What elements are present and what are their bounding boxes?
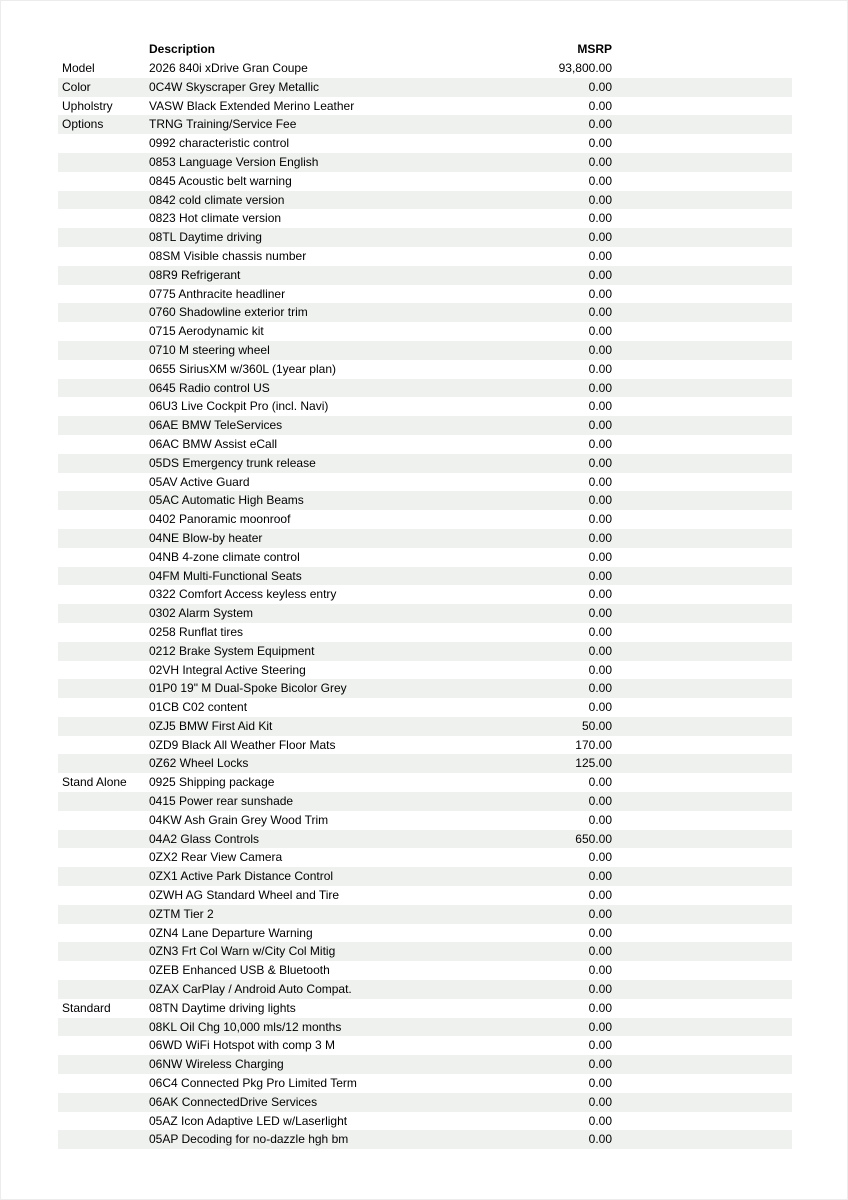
- table-row: [58, 867, 792, 886]
- msrp-cell: 0.00: [588, 944, 612, 959]
- description-cell: 04FM Multi-Functional Seats: [149, 568, 302, 583]
- table-row: [58, 416, 792, 435]
- table-row: [58, 754, 792, 773]
- description-cell: 0823 Hot climate version: [149, 211, 282, 226]
- table-row: [58, 999, 792, 1018]
- table-row: [58, 228, 792, 247]
- description-cell: 06AC BMW Assist eCall: [149, 436, 278, 451]
- msrp-cell: 0.00: [588, 888, 612, 903]
- description-cell: 0415 Power rear sunshade: [149, 794, 294, 809]
- description-cell: 06AK ConnectedDrive Services: [149, 1094, 318, 1109]
- table-row: [58, 886, 792, 905]
- msrp-cell: 0.00: [588, 1057, 612, 1072]
- msrp-cell: 0.00: [588, 624, 612, 639]
- msrp-cell: 0.00: [588, 455, 612, 470]
- table-row: [58, 585, 792, 604]
- table-row: [58, 285, 792, 304]
- description-cell: 05AC Automatic High Beams: [149, 493, 304, 508]
- table-row: [58, 1112, 792, 1131]
- description-cell: 0ZJ5 BMW First Aid Kit: [149, 718, 273, 733]
- msrp-cell: 0.00: [588, 775, 612, 790]
- msrp-cell: 0.00: [588, 173, 612, 188]
- table-row: [58, 1036, 792, 1055]
- description-cell: 01P0 19" M Dual-Spoke Bicolor Grey: [149, 681, 347, 696]
- table-row: [58, 961, 792, 980]
- description-cell: 0ZWH AG Standard Wheel and Tire: [149, 888, 340, 903]
- table-row: [58, 341, 792, 360]
- table-row: [58, 153, 792, 172]
- description-cell: 06WD WiFi Hotspot with comp 3 M: [149, 1038, 336, 1053]
- description-cell: 06AE BMW TeleServices: [149, 418, 283, 433]
- column-header-description: Description: [149, 42, 216, 57]
- description-cell: 08SM Visible chassis number: [149, 248, 307, 263]
- description-cell: TRNG Training/Service Fee: [149, 117, 297, 132]
- description-cell: 08TL Daytime driving: [149, 230, 262, 245]
- msrp-cell: 0.00: [588, 493, 612, 508]
- description-cell: 0992 characteristic control: [149, 136, 290, 151]
- category-cell: Model: [62, 61, 95, 75]
- description-cell: 0845 Acoustic belt warning: [149, 173, 292, 188]
- table-row: [58, 698, 792, 717]
- table-body: [58, 59, 792, 1149]
- description-cell: 0645 Radio control US: [149, 380, 270, 395]
- description-cell: 06C4 Connected Pkg Pro Limited Term: [149, 1076, 357, 1091]
- description-cell: 06U3 Live Cockpit Pro (incl. Navi): [149, 399, 329, 414]
- table-row: [58, 473, 792, 492]
- table-row: [58, 59, 792, 78]
- msrp-cell: 0.00: [588, 154, 612, 169]
- table-row: [58, 642, 792, 661]
- description-cell: 0ZAX CarPlay / Android Auto Compat.: [149, 982, 352, 997]
- table-row: [58, 97, 792, 116]
- table-row: [58, 548, 792, 567]
- msrp-cell: 0.00: [588, 568, 612, 583]
- table-row: [58, 491, 792, 510]
- description-cell: 0322 Comfort Access keyless entry: [149, 587, 337, 602]
- msrp-cell: 0.00: [588, 1019, 612, 1034]
- description-cell: 0302 Alarm System: [149, 606, 254, 621]
- msrp-cell: 125.00: [575, 756, 612, 771]
- table-row: [58, 924, 792, 943]
- table-row: [58, 717, 792, 736]
- table-row: [58, 811, 792, 830]
- msrp-cell: 0.00: [588, 248, 612, 263]
- msrp-cell: 0.00: [588, 549, 612, 564]
- msrp-cell: 0.00: [588, 286, 612, 301]
- msrp-cell: 0.00: [588, 1038, 612, 1053]
- msrp-cell: 0.00: [588, 700, 612, 715]
- table-row: [58, 303, 792, 322]
- msrp-cell: 0.00: [588, 267, 612, 282]
- msrp-cell: 50.00: [581, 718, 612, 733]
- msrp-cell: 0.00: [588, 211, 612, 226]
- description-cell: 0ZX1 Active Park Distance Control: [149, 869, 334, 884]
- msrp-cell: 0.00: [588, 79, 612, 94]
- msrp-cell: 0.00: [588, 1113, 612, 1128]
- description-cell: 0C4W Skyscraper Grey Metallic: [149, 79, 320, 94]
- description-cell: 0775 Anthracite headliner: [149, 286, 286, 301]
- table-row: [58, 209, 792, 228]
- msrp-cell: 0.00: [588, 681, 612, 696]
- msrp-cell: 0.00: [588, 643, 612, 658]
- category-cell: Color: [62, 79, 91, 94]
- description-cell: 0710 M steering wheel: [149, 342, 270, 357]
- table-row: [58, 792, 792, 811]
- table-row: [58, 322, 792, 341]
- category-cell: Stand Alone: [62, 775, 127, 790]
- description-cell: 0212 Brake System Equipment: [149, 643, 315, 658]
- description-cell: 0842 cold climate version: [149, 192, 285, 207]
- table-row: [58, 1055, 792, 1074]
- msrp-cell: 0.00: [588, 230, 612, 245]
- msrp-cell: 0.00: [588, 474, 612, 489]
- msrp-cell: 0.00: [588, 342, 612, 357]
- table-row: [58, 1093, 792, 1112]
- description-cell: 05DS Emergency trunk release: [149, 455, 316, 470]
- table-row: [58, 435, 792, 454]
- category-cell: Standard: [62, 1000, 111, 1015]
- msrp-cell: 0.00: [588, 380, 612, 395]
- description-cell: 2026 840i xDrive Gran Coupe: [149, 61, 308, 75]
- msrp-cell: 650.00: [575, 831, 612, 846]
- table-row: [58, 247, 792, 266]
- column-header-msrp: MSRP: [577, 42, 612, 57]
- msrp-cell: 0.00: [588, 606, 612, 621]
- table-row: [58, 736, 792, 755]
- msrp-cell: 0.00: [588, 982, 612, 997]
- table-row: [58, 529, 792, 548]
- table-row: [58, 830, 792, 849]
- description-cell: 0ZN3 Frt Col Warn w/City Col Mitig: [149, 944, 336, 959]
- description-cell: VASW Black Extended Merino Leather: [149, 98, 355, 113]
- table-row: [58, 661, 792, 680]
- msrp-cell: 0.00: [588, 324, 612, 339]
- table-row: [58, 905, 792, 924]
- description-cell: 04NB 4-zone climate control: [149, 549, 300, 564]
- table-row: [58, 78, 792, 97]
- table-row: [58, 397, 792, 416]
- table-row: [58, 510, 792, 529]
- table-row: [58, 604, 792, 623]
- msrp-cell: 0.00: [588, 1000, 612, 1015]
- pricing-table: [58, 40, 792, 1149]
- table-row: [58, 848, 792, 867]
- table-row: [58, 172, 792, 191]
- msrp-cell: 0.00: [588, 1132, 612, 1147]
- category-cell: Options: [62, 117, 104, 132]
- description-cell: 04A2 Glass Controls: [149, 831, 260, 846]
- table-row: [58, 1130, 792, 1149]
- msrp-cell: 0.00: [588, 869, 612, 884]
- table-row: [58, 623, 792, 642]
- description-cell: 05AZ Icon Adaptive LED w/Laserlight: [149, 1113, 348, 1128]
- msrp-cell: 170.00: [575, 737, 612, 752]
- msrp-cell: 0.00: [588, 192, 612, 207]
- table-row: [58, 1018, 792, 1037]
- msrp-cell: 0.00: [588, 136, 612, 151]
- msrp-cell: 0.00: [588, 1094, 612, 1109]
- description-cell: 0655 SiriusXM w/360L (1year plan): [149, 361, 336, 376]
- description-cell: 08TN Daytime driving lights: [149, 1000, 296, 1015]
- table-row: [58, 115, 792, 134]
- description-cell: 08KL Oil Chg 10,000 mls/12 months: [149, 1019, 342, 1034]
- description-cell: 0ZX2 Rear View Camera: [149, 850, 283, 865]
- msrp-cell: 0.00: [588, 906, 612, 921]
- msrp-cell: 0.00: [588, 1076, 612, 1091]
- table-row: [58, 379, 792, 398]
- msrp-cell: 0.00: [588, 305, 612, 320]
- msrp-cell: 0.00: [588, 399, 612, 414]
- table-row: [58, 454, 792, 473]
- description-cell: 0853 Language Version English: [149, 154, 319, 169]
- description-cell: 0ZD9 Black All Weather Floor Mats: [149, 737, 336, 752]
- msrp-cell: 0.00: [588, 963, 612, 978]
- msrp-cell: 0.00: [588, 512, 612, 527]
- table-row: [58, 1074, 792, 1093]
- msrp-cell: 0.00: [588, 530, 612, 545]
- description-cell: 0ZN4 Lane Departure Warning: [149, 925, 313, 940]
- msrp-cell: 0.00: [588, 850, 612, 865]
- table-row: [58, 773, 792, 792]
- description-cell: 0925 Shipping package: [149, 775, 275, 790]
- msrp-cell: 0.00: [588, 662, 612, 677]
- table-row: [58, 679, 792, 698]
- msrp-cell: 0.00: [588, 436, 612, 451]
- description-cell: 0258 Runflat tires: [149, 624, 244, 639]
- description-cell: 02VH Integral Active Steering: [149, 662, 306, 677]
- description-cell: 04NE Blow-by heater: [149, 530, 263, 545]
- msrp-cell: 0.00: [588, 418, 612, 433]
- table-row: [58, 942, 792, 961]
- msrp-cell: 93,800.00: [558, 61, 612, 75]
- category-cell: Upholstry: [62, 98, 113, 113]
- table-row: [58, 360, 792, 379]
- msrp-cell: 0.00: [588, 587, 612, 602]
- msrp-cell: 0.00: [588, 98, 612, 113]
- description-cell: 06NW Wireless Charging: [149, 1057, 284, 1072]
- description-cell: 0402 Panoramic moonroof: [149, 512, 291, 527]
- table-row: [58, 567, 792, 586]
- description-cell: 0Z62 Wheel Locks: [149, 756, 249, 771]
- table-row: [58, 134, 792, 153]
- description-cell: 04KW Ash Grain Grey Wood Trim: [149, 812, 329, 827]
- table-header-row: [58, 40, 792, 59]
- description-cell: 0715 Aerodynamic kit: [149, 324, 264, 339]
- description-cell: 05AP Decoding for no-dazzle hgh bm: [149, 1132, 349, 1147]
- description-cell: 0ZTM Tier 2: [149, 906, 214, 921]
- description-cell: 01CB C02 content: [149, 700, 248, 715]
- msrp-cell: 0.00: [588, 925, 612, 940]
- table-row: [58, 191, 792, 210]
- description-cell: 0760 Shadowline exterior trim: [149, 305, 308, 320]
- msrp-cell: 0.00: [588, 361, 612, 376]
- msrp-cell: 0.00: [588, 117, 612, 132]
- description-cell: 08R9 Refrigerant: [149, 267, 241, 282]
- msrp-cell: 0.00: [588, 812, 612, 827]
- table-row: [58, 980, 792, 999]
- table-row: [58, 266, 792, 285]
- msrp-cell: 0.00: [588, 794, 612, 809]
- description-cell: 05AV Active Guard: [149, 474, 250, 489]
- description-cell: 0ZEB Enhanced USB & Bluetooth: [149, 963, 330, 978]
